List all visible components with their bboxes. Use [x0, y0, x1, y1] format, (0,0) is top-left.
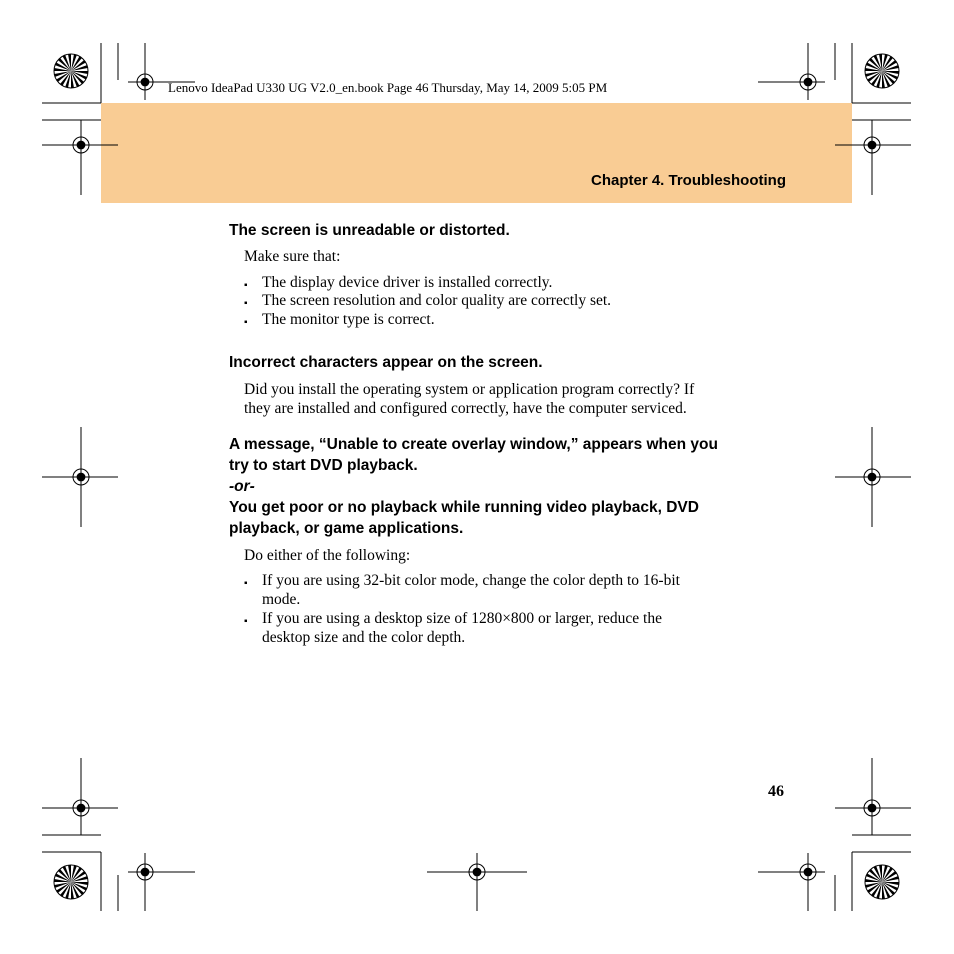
section-intro: Make sure that:: [244, 248, 341, 265]
bullet-icon: ▪: [244, 616, 248, 627]
section-intro: Do either of the following:: [244, 547, 411, 564]
corner-sunburst-icon: [865, 865, 899, 899]
corner-sunburst-icon: [54, 54, 88, 88]
section-heading: try to start DVD playback.: [229, 457, 418, 474]
section-heading: You get poor or no playback while running video playback, DVD: [229, 499, 699, 516]
or-separator: -or-: [229, 478, 255, 495]
bullet-icon: ▪: [244, 317, 248, 328]
bullet-icon: ▪: [244, 578, 248, 589]
section-heading: playback, or game applications.: [229, 520, 464, 537]
corner-sunburst-icon: [865, 54, 899, 88]
body-line: Did you install the operating system or application program correctly? If: [244, 381, 695, 398]
chapter-title: Chapter 4. Troubleshooting: [590, 172, 786, 189]
print-info-line: Lenovo IdeaPad U330 UG V2.0_en.book Page 46 Thursday, May 14, 2009 5:05 PM: [168, 80, 608, 95]
page-number: 46: [768, 783, 784, 800]
section-heading: A message, “Unable to create overlay window,” appears when you: [229, 436, 718, 453]
body-line: they are installed and configured correctly, have the computer serviced.: [244, 400, 687, 417]
bullet-icon: ▪: [244, 280, 248, 291]
section-heading: Incorrect characters appear on the screen.: [229, 354, 543, 371]
section-heading: The screen is unreadable or distorted.: [229, 222, 510, 239]
corner-sunburst-icon: [54, 865, 88, 899]
bullet-icon: ▪: [244, 298, 248, 309]
